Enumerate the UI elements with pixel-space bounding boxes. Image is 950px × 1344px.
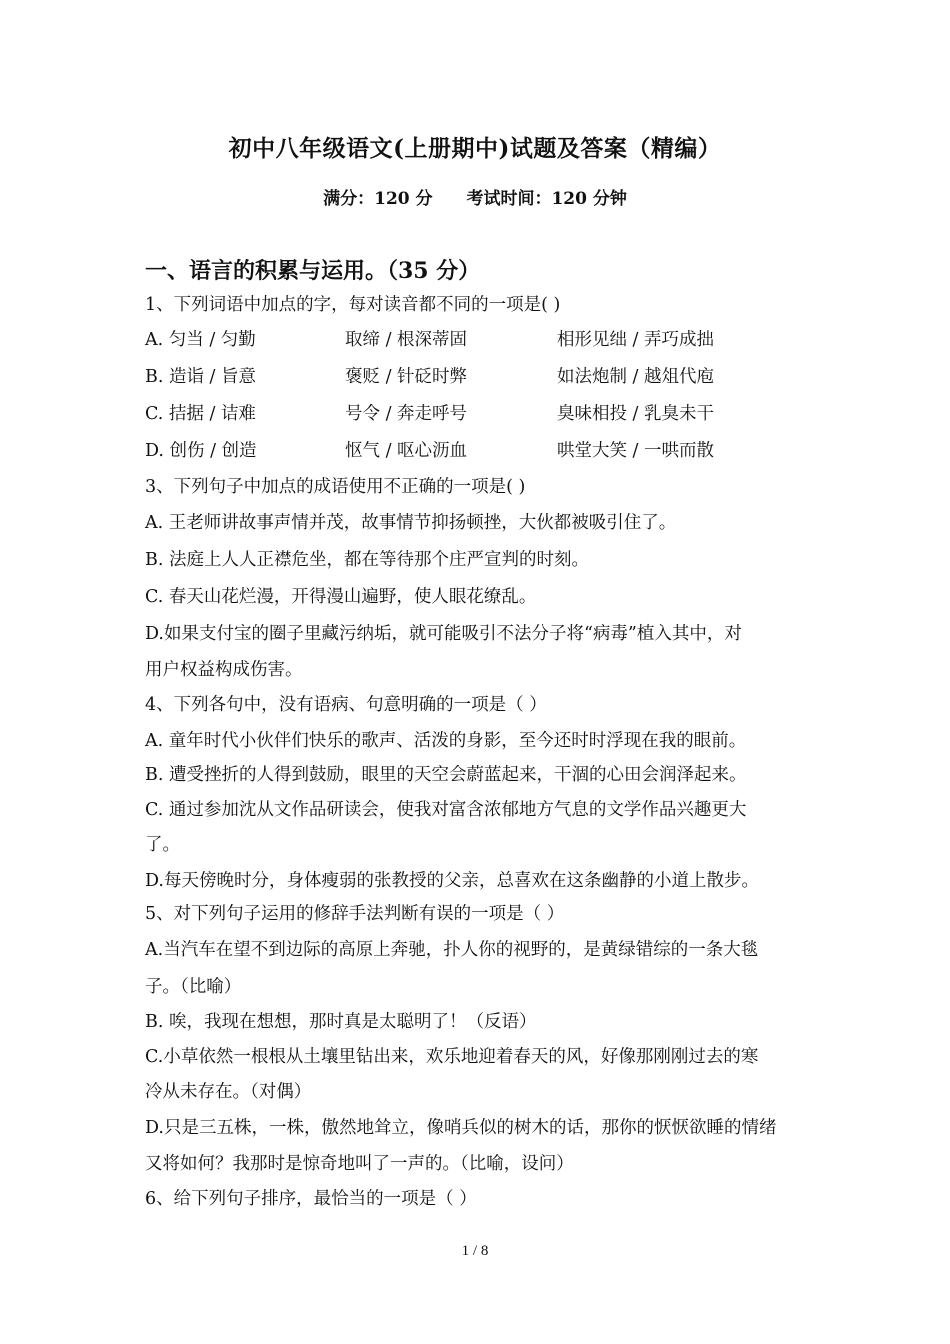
q4-option-c-line2: 了。 (145, 835, 180, 855)
q4-option-c-line1: C. 通过参加沈从文作品研读会，使我对富含浓郁地方气息的文学作品兴趣更大 (145, 800, 747, 820)
page-number: 1 / 8 (461, 1243, 489, 1259)
q4-stem: 4、下列各句中，没有语病、句意明确的一项是（ ） (145, 695, 547, 715)
q5-option-d-line1: D.只是三五株，一株，傲然地耸立，像哨兵似的树木的话，那你的恹恹欲睡的情绪 (145, 1118, 777, 1138)
q5-option-c-line1: C.小草依然一根根从土壤里钻出来，欢乐地迎着春天的风，好像那刚刚过去的寒 (145, 1047, 759, 1067)
q5-option-d-line2: 又将如何？我那时是惊奇地叫了一声的。（比喻，设问） (145, 1154, 574, 1174)
q5-option-a-line2: 子。（比喻） (145, 977, 242, 997)
q1-option-c-col1: C. 拮据 / 诘难 (145, 404, 256, 424)
q1-option-c-col2: 号令 / 奔走呼号 (345, 404, 468, 424)
full-score: 满分：120 分 (323, 189, 433, 209)
q4-option-b: B. 遭受挫折的人得到鼓励，眼里的天空会蔚蓝起来，干涸的心田会润泽起来。 (145, 765, 747, 785)
q1-option-b-col1: B. 造诣 / 旨意 (145, 367, 257, 387)
section-heading: 一、语言的积累与运用。（35 分） (145, 258, 481, 284)
q1-option-a-col3: 相形见绌 / 弄巧成拙 (557, 330, 715, 350)
q4-option-d: D.每天傍晚时分，身体瘦弱的张教授的父亲，总喜欢在这条幽静的小道上散步。 (145, 871, 759, 891)
q1-option-d-col3: 哄堂大笑 / 一哄而散 (557, 441, 715, 461)
q1-stem: 1、下列词语中加点的字，每对读音都不同的一项是( ) (145, 295, 561, 315)
q3-option-d-line1: D.如果支付宝的圈子里藏污纳垢，就可能吸引不法分子将“病毒”植入其中，对 (145, 624, 742, 644)
q1-option-b-col2: 褒贬 / 针砭时弊 (345, 367, 468, 387)
q5-stem: 5、对下列句子运用的修辞手法判断有误的一项是（ ） (145, 904, 565, 924)
q6-stem: 6、给下列句子排序，最恰当的一项是（ ） (145, 1189, 477, 1209)
q1-option-d-col2: 怄气 / 呕心沥血 (345, 441, 468, 461)
q1-option-b-col3: 如法炮制 / 越俎代庖 (557, 367, 715, 387)
q3-stem: 3、下列句子中加点的成语使用不正确的一项是( ) (145, 477, 526, 497)
q5-option-c-line2: 冷从未存在。（对偶） (145, 1082, 312, 1102)
q5-option-b: B. 唉，我现在想想，那时真是太聪明了！（反语） (145, 1012, 537, 1032)
q1-option-a-col1: A. 匀当 / 匀勤 (145, 330, 256, 350)
q4-option-a: A. 童年时代小伙伴们快乐的歌声、活泼的身影，至今还时时浮现在我的眼前。 (145, 731, 747, 751)
q3-option-d-line2: 用户权益构成伤害。 (145, 660, 303, 680)
q3-option-c: C. 春天山花烂漫，开得漫山遍野，使人眼花缭乱。 (145, 587, 537, 607)
q1-option-a-col2: 取缔 / 根深蒂固 (345, 330, 468, 350)
q1-option-c-col3: 臭味相投 / 乳臭未干 (557, 404, 715, 424)
q5-option-a-line1: A.当汽车在望不到边际的高原上奔驰，扑人你的视野的，是黄绿错综的一条大毯 (145, 940, 759, 960)
q3-option-b: B. 法庭上人人正襟危坐，都在等待那个庄严宣判的时刻。 (145, 550, 589, 570)
q1-option-d-col1: D. 创伤 / 创造 (145, 441, 257, 461)
q3-option-a: A. 王老师讲故事声情并茂，故事情节抑扬顿挫，大伙都被吸引住了。 (145, 513, 677, 533)
exam-time: 考试时间：120 分钟 (466, 189, 627, 209)
document-title: 初中八年级语文(上册期中)试题及答案（精编） (228, 135, 722, 162)
exam-info (0, 184, 950, 209)
